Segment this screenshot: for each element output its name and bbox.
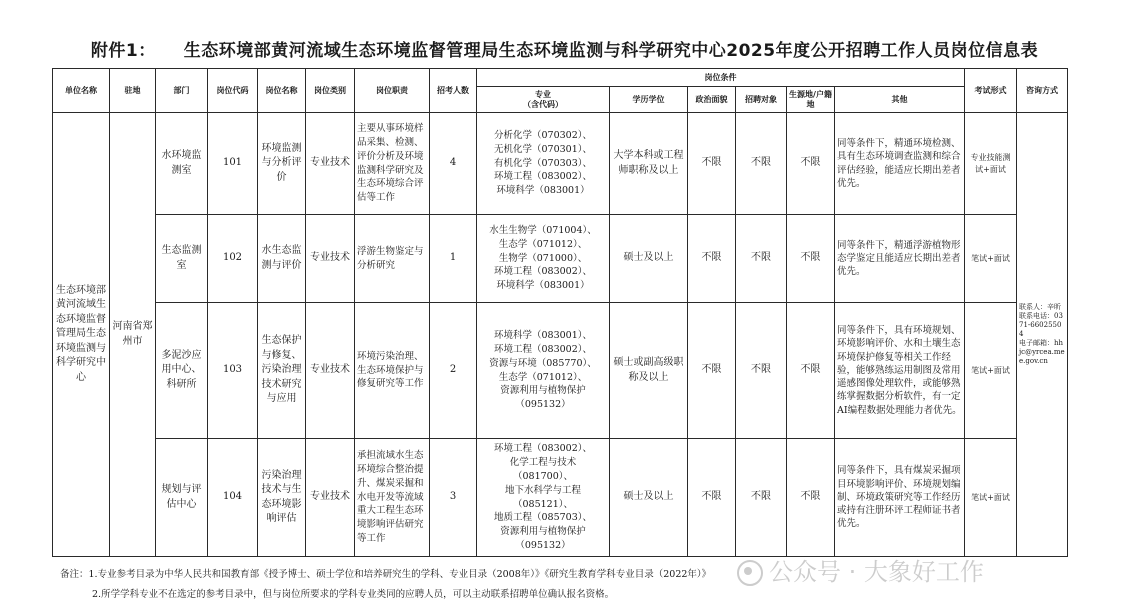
origin-cell: 不限 <box>787 303 835 439</box>
dept-cell: 水环境监测室 <box>156 113 208 215</box>
dept-cell: 多泥沙应用中心、科研所 <box>156 303 208 439</box>
unit-name-cell: 生态环境部黄河流域生态环境监督管理局生态环境监测与科学研究中心 <box>53 113 110 557</box>
origin-cell: 不限 <box>787 215 835 303</box>
edu-cell: 大学本科或工程师职称及以上 <box>610 113 688 215</box>
count-cell: 1 <box>430 215 477 303</box>
header-count: 招考人数 <box>430 69 477 113</box>
name-cell: 水生态监测与评价 <box>258 215 306 303</box>
code-cell: 102 <box>208 215 258 303</box>
contact-cell: 联系人：辛昕 联系电话：0371-66025504 电子邮箱：hhjc@yrcea.mee.gov.cn <box>1017 113 1068 557</box>
edu-cell: 硕士及以上 <box>610 439 688 557</box>
category-cell: 专业技术 <box>306 303 355 439</box>
header-major: 专业 （含代码） <box>477 87 610 113</box>
header-contact: 咨询方式 <box>1017 69 1068 113</box>
header-duty: 岗位职责 <box>355 69 430 113</box>
other-cell: 同等条件下，具有环境规划、环境影响评价、水和土壤生态环境保护修复等相关工作经验，能够熟练运用制图及常用遥感图像处理软件，或能够熟练掌握数据分析软件，有一定AI编程数据处理能力者优先。 <box>835 303 965 439</box>
wechat-icon <box>737 560 763 586</box>
code-cell: 101 <box>208 113 258 215</box>
target-cell: 不限 <box>736 303 787 439</box>
count-cell: 2 <box>430 303 477 439</box>
table-row <box>53 439 1068 557</box>
header-politics: 政治面貌 <box>688 87 736 113</box>
count-cell: 3 <box>430 439 477 557</box>
major-cell: 水生生物学（071004）、 生态学（071012）、 生物学（071000）、 环境工程（083002）、 环境科学（083001） <box>477 215 610 303</box>
category-cell: 专业技术 <box>306 215 355 303</box>
major-cell: 环境工程（083002）、 化学工程与技术 （081700）、 地下水科学与工程 （085121）、 地质工程（085703）、 资源利用与植物保护 （095132） <box>477 439 610 557</box>
name-cell: 生态保护与修复、污染治理技术研究与应用 <box>258 303 306 439</box>
duty-cell: 浮游生物鉴定与分析研究 <box>355 215 430 303</box>
edu-cell: 硕士或副高级职称及以上 <box>610 303 688 439</box>
page-title <box>0 36 1129 61</box>
header-edu: 学历学位 <box>610 87 688 113</box>
header-origin: 生源地/户籍地 <box>787 87 835 113</box>
table-row <box>53 215 1068 303</box>
exam-cell: 专业技能测试+面试 <box>965 113 1017 215</box>
exam-cell: 笔试+面试 <box>965 303 1017 439</box>
category-cell: 专业技术 <box>306 439 355 557</box>
other-cell: 同等条件下，具有煤炭采掘项目环境影响评价、环境规划编制、环境政策研究等工作经历或持有注册环评工程师证书者优先。 <box>835 439 965 557</box>
notes <box>60 565 711 605</box>
table-row <box>53 303 1068 439</box>
title-text: 生态环境部黄河流域生态环境监督管理局生态环境监测与科学研究中心2025年度公开招聘工作人员岗位信息表 <box>183 41 1039 61</box>
target-cell: 不限 <box>736 113 787 215</box>
code-cell: 103 <box>208 303 258 439</box>
header-target: 招聘对象 <box>736 87 787 113</box>
title-prefix: 附件1： <box>90 41 156 61</box>
major-cell: 分析化学（070302）、 无机化学（070301）、 有机化学（070303）、 环境工程（083002）、 环境科学（083001） <box>477 113 610 215</box>
other-cell: 同等条件下，精通浮游植物形态学鉴定且能适应长期出差者优先。 <box>835 215 965 303</box>
origin-cell: 不限 <box>787 113 835 215</box>
dept-cell: 规划与评估中心 <box>156 439 208 557</box>
major-cell: 环境科学（083001）、 环境工程（083002）、 资源与环境（085770）、 生态学（071012）、 资源利用与植物保护 （095132） <box>477 303 610 439</box>
target-cell: 不限 <box>736 439 787 557</box>
header-name: 岗位名称 <box>258 69 306 113</box>
politics-cell: 不限 <box>688 113 736 215</box>
name-cell: 污染治理技术与生态环境影响评估 <box>258 439 306 557</box>
count-cell: 4 <box>430 113 477 215</box>
target-cell: 不限 <box>736 215 787 303</box>
code-cell: 104 <box>208 439 258 557</box>
header-unit: 单位名称 <box>53 69 110 113</box>
note-2: 2.所学学科专业不在选定的参考目录中，但与岗位所要求的学科专业类同的应聘人员，可以主动联系招聘单位确认报名资格。 <box>92 589 615 600</box>
job-table <box>52 68 1068 557</box>
header-location: 驻地 <box>110 69 156 113</box>
exam-cell: 笔试+面试 <box>965 439 1017 557</box>
header-dept: 部门 <box>156 69 208 113</box>
politics-cell: 不限 <box>688 215 736 303</box>
dept-cell: 生态监测室 <box>156 215 208 303</box>
duty-cell: 主要从事环境样品采集、检测、评价分析及环境监测科学研究及生态环境综合评估等工作 <box>355 113 430 215</box>
header-conditions: 岗位条件 <box>477 69 965 87</box>
category-cell: 专业技术 <box>306 113 355 215</box>
name-cell: 环境监测与分析评价 <box>258 113 306 215</box>
politics-cell: 不限 <box>688 439 736 557</box>
politics-cell: 不限 <box>688 303 736 439</box>
exam-cell: 笔试+面试 <box>965 215 1017 303</box>
header-other: 其他 <box>835 87 965 113</box>
header-exam: 考试形式 <box>965 69 1017 113</box>
duty-cell: 环境污染治理、生态环境保护与修复研究等工作 <box>355 303 430 439</box>
location-cell: 河南省郑州市 <box>110 113 156 557</box>
watermark <box>737 552 984 587</box>
table-row <box>53 113 1068 215</box>
header-category: 岗位类别 <box>306 69 355 113</box>
header-code: 岗位代码 <box>208 69 258 113</box>
edu-cell: 硕士及以上 <box>610 215 688 303</box>
note-1: 备注：1.专业参考目录为中华人民共和国教育部《授予博士、硕士学位和培养研究生的学科、专业目录（2008年）》《研究生教育学科专业目录（2022年）》 <box>60 569 712 580</box>
origin-cell: 不限 <box>787 439 835 557</box>
duty-cell: 承担流域水生态环境综合整治提升、煤炭采掘和水电开发等流域重大工程生态环境影响评估研究等工作 <box>355 439 430 557</box>
watermark-text: 公众号 · 大象好工作 <box>769 558 984 586</box>
other-cell: 同等条件下，精通环境检测、具有生态环境调查监测和综合评估经验，能适应长期出差者优先。 <box>835 113 965 215</box>
